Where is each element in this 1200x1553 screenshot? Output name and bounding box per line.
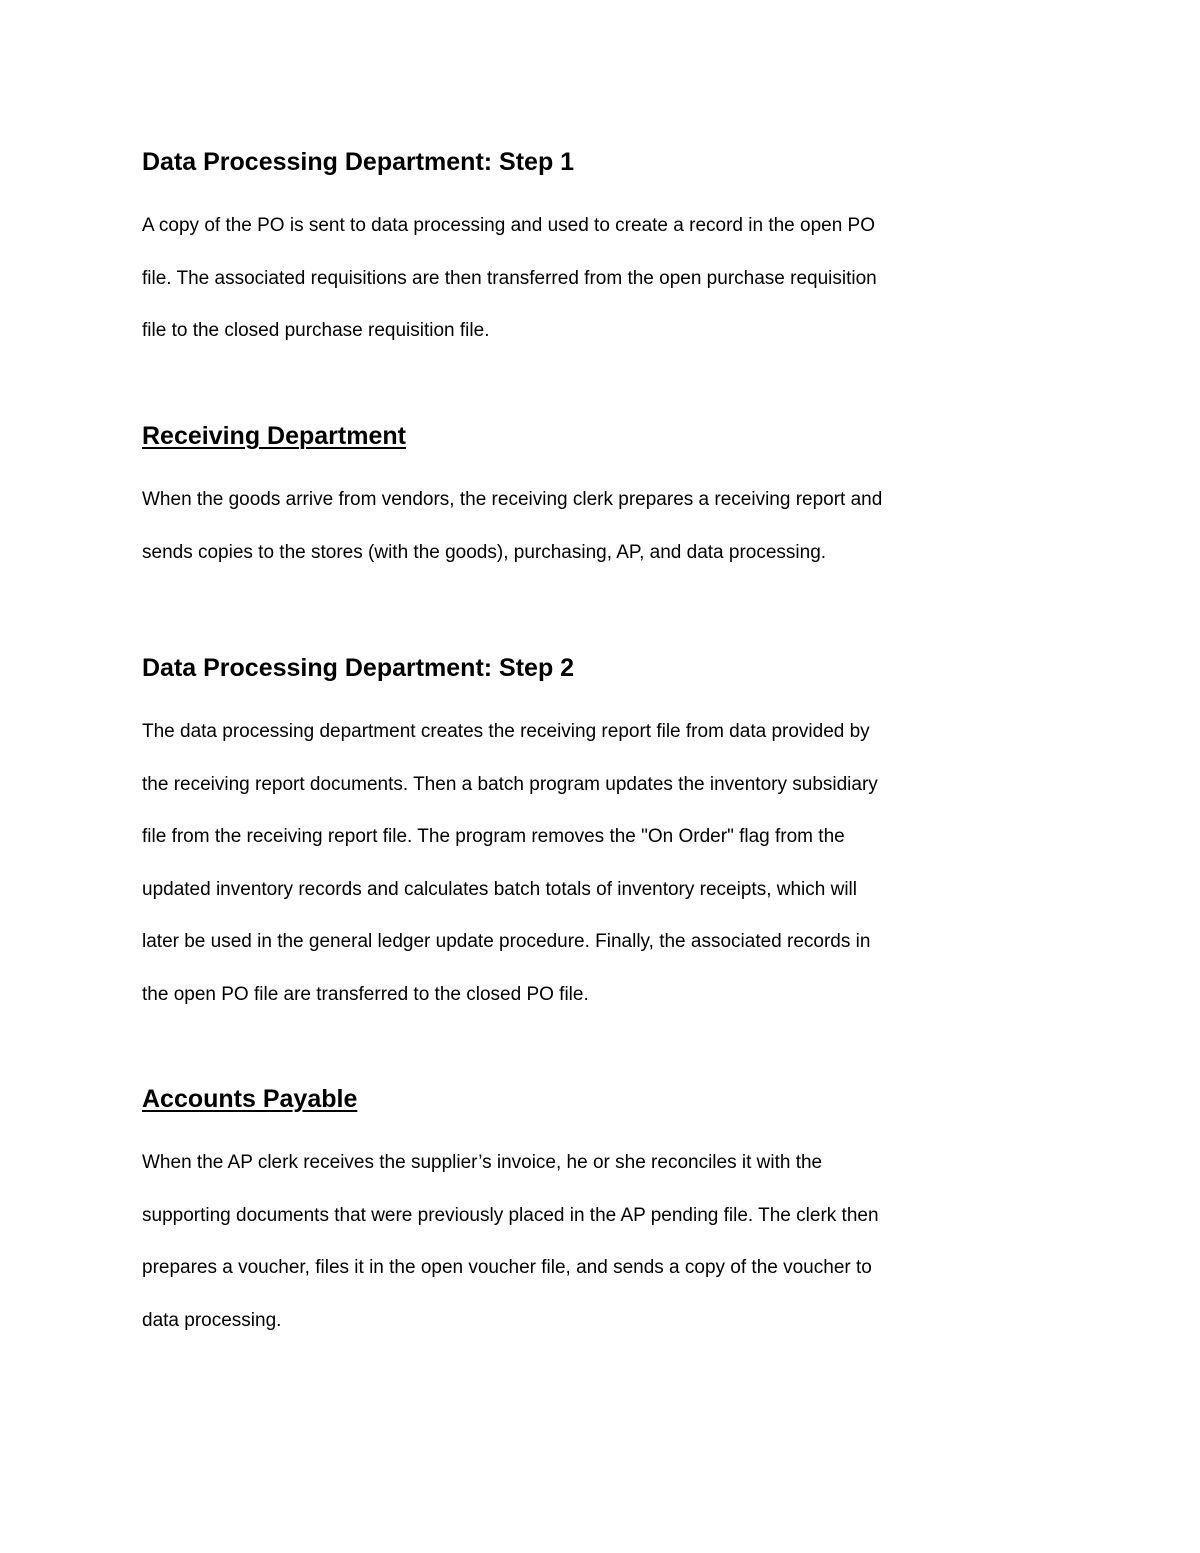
section-paragraph [142,1137,1002,1347]
paragraph-line: When the goods arrive from vendors, the receiving clerk prepares a receiving report and [142,489,883,510]
paragraph-line: prepares a voucher, files it in the open voucher file, and sends a copy of the voucher to [142,1257,872,1278]
section-paragraph [142,474,1002,579]
paragraph-line: file to the closed purchase requisition file. [142,320,490,341]
paragraph-line: sends copies to the stores (with the goods), purchasing, AP, and data processing. [142,541,827,563]
paragraph-line: the open PO file are transferred to the closed PO file. [142,983,589,1005]
paragraph-line: later be used in the general ledger update procedure. Finally, the associated records in [142,931,871,952]
paragraph-line: updated inventory records and calculates batch totals of inventory receipts, which will [142,878,857,900]
section-paragraph [142,200,1002,358]
paragraph-line: supporting documents that were previously placed in the AP pending file. The clerk then [142,1204,879,1226]
paragraph-line: file from the receiving report file. The program removes the "On Order" flag from the [142,826,845,847]
section-receiving-department [142,420,1002,579]
section-heading: Accounts Payable [142,1085,358,1113]
paragraph-line: The data processing department creates the receiving report file from data provided by [142,721,870,742]
section-heading: Receiving Department [142,422,406,450]
section-heading: Data Processing Department: Step 2 [142,654,575,682]
section-dp-step-2 [142,652,1002,1021]
section-paragraph [142,706,1002,1021]
section-heading: Data Processing Department: Step 1 [142,148,575,176]
section-accounts-payable [142,1083,1002,1347]
paragraph-line: the receiving report documents. Then a batch program updates the inventory subsidiary [142,773,878,795]
paragraph-line: file. The associated requisitions are then transferred from the open purchase requisition [142,267,877,289]
section-dp-step-1 [142,146,1002,358]
paragraph-line: A copy of the PO is sent to data processing and used to create a record in the open PO [142,215,876,236]
paragraph-line: data processing. [142,1309,282,1331]
paragraph-line: When the AP clerk receives the supplier’s invoice, he or she reconciles it with the [142,1152,823,1173]
